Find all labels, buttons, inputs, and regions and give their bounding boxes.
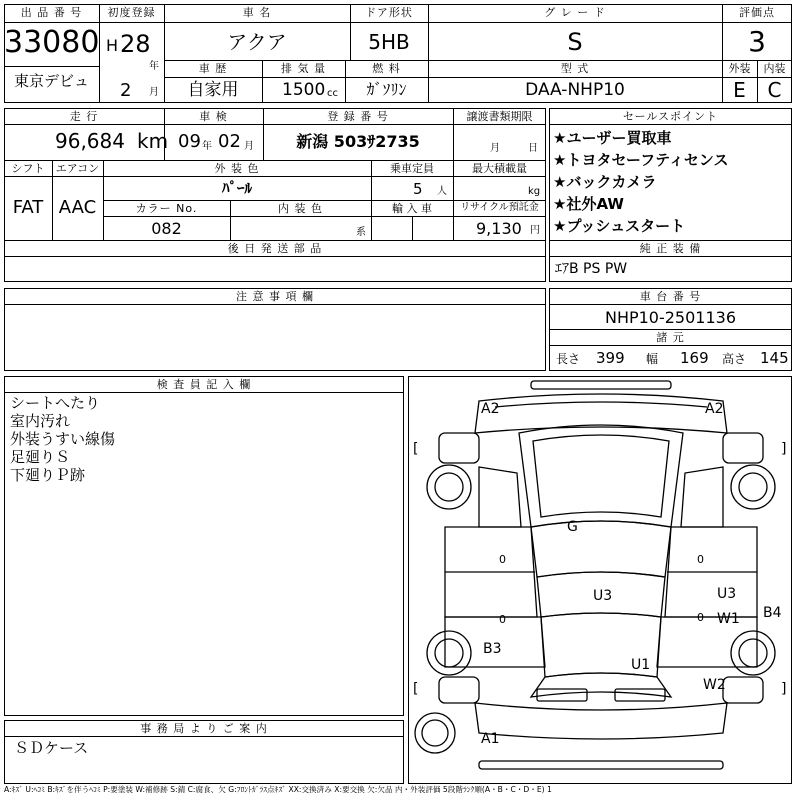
car-outline-drawing: [409, 377, 793, 785]
capacity: 5: [413, 180, 423, 198]
car-name-label: 車 名: [242, 6, 272, 19]
first-registration-label: 初度登録: [107, 6, 156, 19]
displacement: 1500: [282, 80, 326, 100]
plate-label: 登 録 番 号: [327, 110, 389, 123]
grade-label: グ レ ー ド: [544, 6, 606, 19]
transfer-day-unit: 日: [528, 143, 538, 154]
length: 399: [596, 349, 625, 367]
damage-mark: A1: [481, 731, 500, 747]
score-label: 評価点: [739, 6, 775, 19]
displacement-unit: cc: [327, 88, 338, 99]
door-type: 5HB: [368, 30, 410, 54]
inspection-label: 車 検: [199, 110, 228, 123]
sales-point: ★社外AW: [553, 195, 624, 213]
zero-mark: 0: [499, 553, 506, 566]
zero-mark: 0: [499, 613, 506, 626]
color-number-label: カラー No.: [135, 202, 198, 215]
zero-mark: 0: [697, 611, 704, 624]
office-label: 事 務 局 よ り ご 案 内: [140, 722, 268, 735]
capacity-label: 乗車定員: [390, 162, 434, 175]
equipment: ｴｱB PS PW: [555, 261, 628, 277]
sales-point: ★バックカメラ: [553, 173, 657, 191]
inspector-note: 外装うすい線傷: [10, 430, 116, 448]
max-load-unit: kg: [528, 186, 541, 197]
recycle-fee: 9,130: [476, 219, 522, 238]
interior-grade: C: [767, 78, 782, 102]
inspector-note: 足廻りＳ: [10, 448, 71, 466]
recycle-label: リサイクル預託金: [460, 202, 539, 213]
bracket-close: ]: [781, 681, 787, 697]
damage-mark: B3: [483, 641, 502, 657]
inspection-month-unit: 月: [244, 141, 254, 152]
lot-number: 33080: [4, 25, 100, 60]
grade: S: [567, 28, 583, 56]
mileage-unit: km: [137, 129, 169, 153]
sales-point: ★ユーザー買取車: [553, 129, 672, 147]
history-label: 車 歴: [198, 62, 228, 75]
damage-mark: U3: [717, 586, 737, 602]
dealer-name: 東京デビュ: [13, 72, 89, 90]
zero-mark: 0: [697, 553, 704, 566]
office-note: ＳＤケース: [14, 739, 89, 757]
door-type-label: ドア形状: [365, 6, 413, 19]
height-label: 高さ: [722, 352, 747, 366]
length-label: 長さ: [556, 352, 581, 366]
height: 145: [760, 349, 789, 367]
history: 自家用: [187, 80, 239, 100]
inspection-year-unit: 年: [202, 141, 212, 152]
displacement-label: 排 気 量: [281, 62, 326, 75]
damage-mark: A2: [705, 401, 724, 417]
registration-year-unit: 年: [149, 61, 159, 72]
transfer-month-unit: 月: [490, 143, 500, 154]
registration-year: 28: [120, 30, 151, 58]
import-label: 輸 入 車: [392, 202, 432, 215]
bracket-close: ]: [781, 441, 787, 457]
caution-label: 注 意 事 項 欄: [236, 290, 314, 303]
exterior-color-label: 外 装 色: [214, 162, 260, 175]
fuel-label: 燃 料: [372, 62, 401, 75]
bracket-open: [: [413, 681, 419, 697]
registration-month: 2: [120, 80, 132, 101]
era: H: [106, 36, 119, 55]
color-number: 082: [151, 219, 182, 238]
interior-color-label: 内 装 色: [278, 202, 323, 215]
exterior-color: ﾊﾟｰﾙ: [221, 179, 252, 197]
shift: FAT: [12, 197, 44, 218]
interior-label: 内装: [763, 62, 786, 75]
mileage: 96,684: [55, 129, 125, 153]
damage-mark: W1: [717, 611, 740, 627]
plate-number: 新潟 503ｻ2735: [296, 132, 420, 151]
width-label: 幅: [646, 352, 659, 366]
capacity-unit: 人: [437, 186, 447, 197]
inspector-note: 下廻りＰ跡: [10, 466, 86, 484]
inspector-note: 室内汚れ: [10, 412, 71, 430]
mileage-label: 走 行: [69, 110, 99, 123]
inspector-note: シートへたり: [10, 394, 101, 412]
width: 169: [680, 349, 709, 367]
inspection-month: 02: [218, 131, 241, 152]
damage-mark: B4: [763, 605, 782, 621]
recycle-unit: 円: [530, 225, 540, 236]
inspection-year: 09: [178, 131, 201, 152]
transfer-label: 譲渡書類期限: [466, 110, 533, 123]
max-load-label: 最大積載量: [472, 162, 527, 175]
fuel: ｶﾞｿﾘﾝ: [366, 80, 407, 99]
lot-number-label: 出 品 番 号: [20, 6, 83, 19]
interior-color-unit: 系: [356, 227, 366, 238]
aircon-label: エアコン: [55, 162, 100, 175]
bracket-open: [: [413, 441, 419, 457]
spec-label: 諸 元: [656, 331, 685, 344]
damage-diagram: [408, 376, 792, 784]
chassis-number: NHP10-2501136: [604, 308, 737, 327]
exterior-grade: E: [733, 78, 746, 102]
aircon: AAC: [58, 197, 97, 218]
later-parts-label: 後 日 発 送 部 品: [227, 242, 323, 255]
legend: A:ｷｽﾞ U:ﾍｺﾐ B:ｷｽﾞを伴うﾍｺﾐ P:要塗装 W:補修跡 S:錆 C:腐食、欠 G:ﾌﾛﾝﾄｶﾞﾗｽ点ｷｽﾞ XX:交換済み X:要交換 欠:欠品 内・外装評価 5段階ﾗﾝｸ順(A・B・C・D・E) 1: [4, 785, 552, 794]
damage-mark: A2: [481, 401, 500, 417]
chassis-label: 車 台 番 号: [639, 290, 702, 303]
inspector-label: 検 査 員 記 入 欄: [156, 378, 252, 391]
damage-mark: U3: [593, 588, 613, 604]
model: DAA-NHP10: [525, 80, 625, 100]
damage-mark: U1: [631, 657, 651, 673]
registration-month-unit: 月: [149, 87, 159, 98]
equipment-label: 純 正 装 備: [639, 242, 702, 255]
sales-point: ★プッシュスタート: [553, 217, 686, 235]
sales-point: ★トヨタセーフティセンス: [553, 151, 729, 169]
sales-points-label: セールスポイント: [622, 110, 718, 123]
damage-mark: G: [567, 519, 578, 535]
exterior-label: 外装: [728, 62, 751, 75]
model-label: 型 式: [560, 62, 590, 75]
shift-label: シフト: [11, 162, 45, 175]
score: 3: [748, 25, 766, 58]
car-name: アクア: [227, 30, 287, 54]
damage-mark: W2: [703, 677, 726, 693]
